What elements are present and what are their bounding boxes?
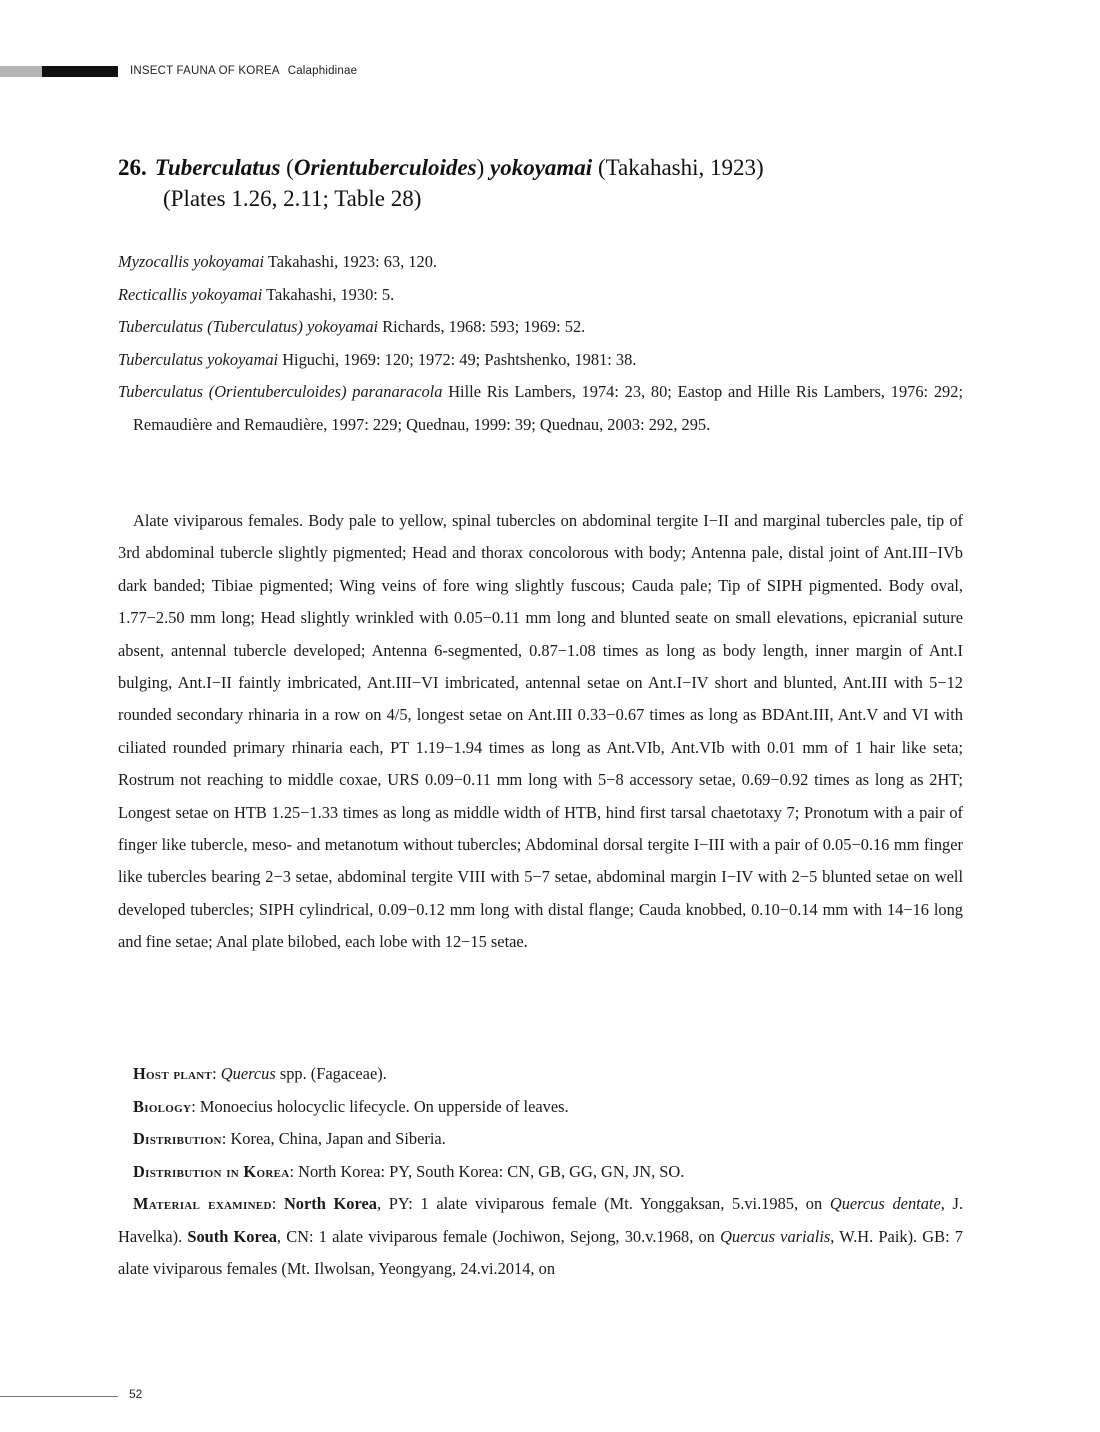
running-header — [130, 65, 357, 77]
synonym-entry: Myzocallis yokoyamai Takahashi, 1923: 63, 120. — [118, 252, 438, 271]
species-title: 26. Tuberculatus (Orientuberculoides) yokoyamai (Takahashi, 1923) (Plates 1.26, 2.11; Table 28) — [118, 152, 764, 214]
biology: Biology: Monoecius holocyclic lifecycle. On upperside of leaves. — [133, 1096, 569, 1116]
page-number: 52 — [129, 1387, 143, 1401]
host-plant: Host plant: Quercus spp. (Fagaceae). — [133, 1064, 387, 1083]
species-number: 26. — [118, 155, 147, 180]
synonym-entry: Tuberculatus yokoyamai Higuchi, 1969: 120; 1972: 49; Pashtshenko, 1981: 38. — [118, 349, 637, 369]
plates-reference: (Plates 1.26, 2.11; Table 28) — [163, 186, 422, 211]
book-title: INSECT FAUNA OF KOREA — [130, 65, 280, 77]
subgenus: Orientuberculoides — [293, 155, 477, 180]
authority: (Takahashi, 1923) — [597, 155, 764, 180]
footer-rule — [0, 1396, 118, 1397]
epithet: yokoyamai — [490, 155, 593, 180]
distribution: Distribution: Korea, China, Japan and Siberia. — [133, 1129, 446, 1148]
species-notes — [118, 1058, 963, 1286]
morphological-description: Alate viviparous females. Body pale to yellow, spinal tubercles on abdominal tergite I−II and marginal tubercles pale, tip of 3rd abdominal tubercle slightly pigmented; Head and thorax concolorous with body; Antenna pale, distal joint of Ant.III−IVb dark banded; Tibiae pigmented; Wing veins of fore wing slightly fuscous; Cauda pale; Tip of SIPH pigmented. Body oval, 1.77−2.50 mm long; Head slightly wrinkled with 0.05−0.11 mm long and blunted seate on small elevations, epicranial suture absent, antennal tubercle developed; Antenna 6-segmented, 0.87−1.08 times as long as body length, inner margin of Ant.I bulging, Ant.I−II faintly imbricated, Ant.III−VI imbricated, antennal setae on Ant.I−IV short and blunted, Ant.III with 5−12 rounded secondary rhinaria in a row on 4/5, longest setae on Ant.III 0.33−0.67 times as long as BDAnt.III, Ant.V and VI with ciliated rounded primary rhinaria each, PT 1.19−1.94 times as long as Ant.VIb, Ant.VIb with 0.01 mm of 1 hair like seta; Rostrum not reaching to middle coxae, URS 0.09−0.11 mm long with 5−8 accessory setae, 0.69−0.92 times as long as 2HT; Longest setae on HTB 1.25−1.33 times as long as middle width of HTB, hind first tarsal chaetotaxy 7; Pronotum with a pair of finger like tubercle, meso- and metanotum without tubercles; Abdominal dorsal tergite I−III with a pair of 0.05−0.16 mm finger like tubercles bearing 2−3 setae, abdominal tergite VIII with 5−7 setae, abdominal margin I−IV with 2−5 blunted setae on well developed tubercles; SIPH cylindrical, 0.09−0.12 mm long with distal flange; Cauda knobbed, 0.10−0.14 mm with 14−16 long and fine setae; Anal plate bilobed, each lobe with 12−15 setae. — [118, 511, 963, 952]
genus: Tuberculatus — [154, 155, 281, 180]
section-name: Calaphidinae — [287, 65, 358, 77]
header-bar-grey — [0, 66, 42, 77]
header-bar-black — [42, 66, 118, 77]
synonymy-list — [118, 246, 963, 441]
material-examined: Material examined: North Korea, PY: 1 alate viviparous female (Mt. Yonggaksan, 5.vi.1985, on Quercus dentate, J. Havelka). South Korea, CN: 1 alate viviparous female (Jochiwon, Sejong, 30.v.1968, on Quercus varialis, W.H. Paik). GB: 7 alate viviparous females (Mt. Ilwolsan, Yeongyang, 24.vi.2014, on — [118, 1194, 964, 1278]
distribution-in-korea: Distribution in Korea: North Korea: PY, South Korea: CN, GB, GG, GN, JN, SO. — [133, 1161, 685, 1181]
synonym-entry: Recticallis yokoyamai Takahashi, 1930: 5. — [118, 284, 395, 304]
synonym-entry: Tuberculatus (Orientuberculoides) paranaracola Hille Ris Lambers, 1974: 23, 80; Eastop and Hille Ris Lambers, 1976: 292; Remaudière and Remaudière, 1997: 229; Quednau, 1999: 39; Quednau, 2003: 292, 295. — [118, 382, 963, 434]
synonym-entry: Tuberculatus (Tuberculatus) yokoyamai Richards, 1968: 593; 1969: 52. — [118, 317, 586, 336]
